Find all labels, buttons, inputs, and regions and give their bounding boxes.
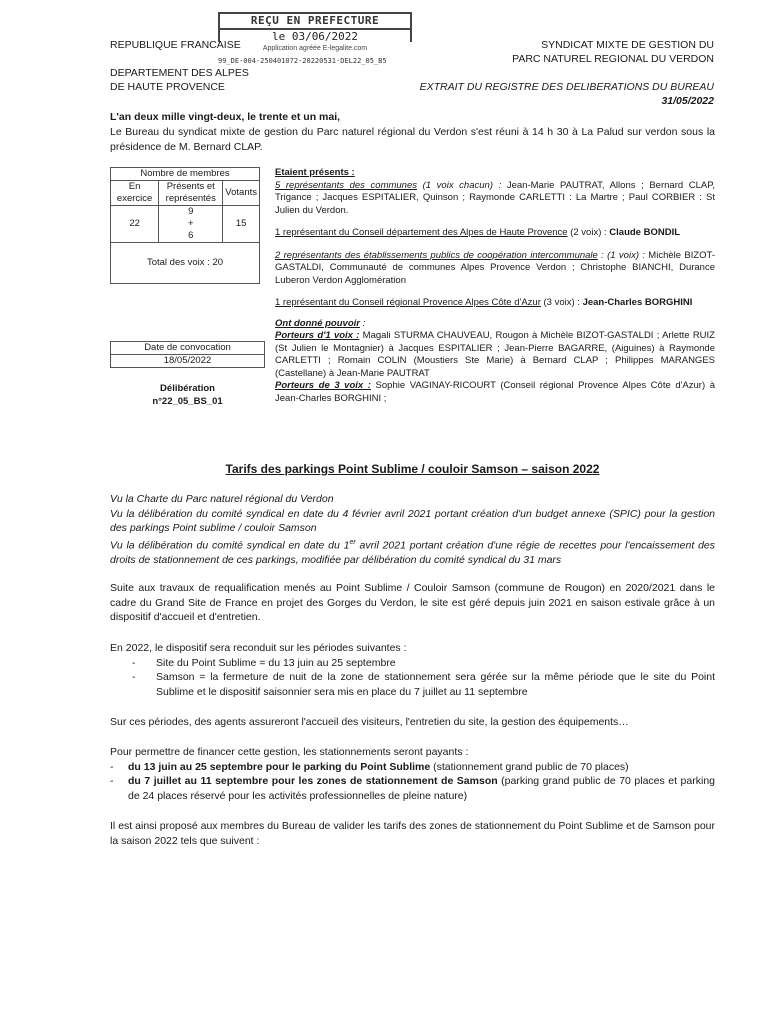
header-syndicat: SYNDICAT MIXTE DE GESTION DU — [541, 39, 714, 51]
region-voix: (3 voix) : — [540, 297, 583, 308]
payant-samson-bold: du 7 juillet au 11 septembre pour les zones de stationnement de Samson — [128, 775, 498, 787]
departement-name: Claude BONDIL — [609, 227, 681, 238]
body-p3: Sur ces périodes, des agents assureront l'accueil des visiteurs, l'entretien du site, la gestion des équipements… — [110, 716, 629, 728]
value-presents-plus: + — [187, 218, 194, 229]
presents-departement — [275, 227, 715, 240]
porteurs-1-label: Porteurs d'1 voix : — [275, 330, 360, 341]
period-point-sublime: - Site du Point Sublime = du 13 juin au 25 septembre — [110, 656, 715, 671]
period-samson: - Samson = la fermeture de nuit de la zone de stationnement sera gérée sur la même période que le site du Point Sublime et le dispositif saisonnier sera mis en place du 7 juillet au 11 septembre — [110, 670, 715, 699]
members-table — [110, 167, 260, 284]
header-republique: REPUBLIQUE FRANCAISE — [110, 39, 241, 51]
col-presents: Présents et représentés — [159, 181, 223, 206]
pouvoir-title-line — [275, 318, 715, 331]
body-p5: Il est ainsi proposé aux membres du Bureau de valider les tarifs des zones de stationnement du Point Sublime et de Samson pour la saison 2022 tels que suivent : — [110, 820, 715, 847]
deliberation-title: Tarifs des parkings Point Sublime / couloir Samson – saison 2022 — [225, 462, 600, 476]
communes-names: Jean-Marie PAUTRAT, Allons ; Bernard CLAP, Trigance ; Jacques ESPITALIER, Quinson ; Raymonde CARLETTI : La Martre ; Paul CORBIER : St Julien du Verdon. — [275, 179, 715, 216]
stamp-date: le 03/06/2022 — [271, 30, 359, 43]
vu-section — [110, 492, 715, 567]
vu-deliberation-1: Vu la délibération du comité syndical en date du 4 février avril 2021 portant création d'un budget annexe (SPIC) pour la gestion des parkings Point sublime / couloir Samson — [110, 507, 715, 534]
value-en-exercice: 22 — [111, 206, 159, 243]
epci-names: Michèle BIZOT-GASTALDI, Communauté de communes Alpes Provence Verdon ; Christophe BIANCHI, Durance Luberon Verdon Agglomération — [275, 249, 715, 286]
vu-deliberation-2-sup: er — [349, 538, 356, 546]
value-votants: 15 — [223, 206, 260, 243]
payant-samson — [110, 774, 715, 803]
vu-charte: Vu la Charte du Parc naturel régional du Verdon — [110, 493, 334, 505]
porteurs-1-voix — [275, 330, 715, 380]
vu-deliberation-2-b: avril 2021 portant création d'une régie de recettes pour l'encaissement des droits de stationnement de ces parkings, modifiée par délibération du comité syndical du 31 mars — [110, 539, 715, 566]
stamp-title: REÇU EN PREFECTURE — [250, 14, 380, 27]
departement-label: 1 représentant du Conseil département des Alpes de Haute Provence — [275, 227, 568, 238]
porteurs-3-voix — [275, 380, 715, 405]
col-votants: Votants — [223, 181, 260, 206]
prefecture-stamp — [218, 12, 412, 66]
body-p2: En 2022, le dispositif sera reconduit sur les périodes suivantes : — [110, 642, 407, 654]
epci-label: 2 représentants des établissements publics de coopération intercommunale — [275, 249, 598, 261]
communes-voix: (1 voix chacun) : — [417, 179, 507, 191]
body-p1: Suite aux travaux de requalification menés au Point Sublime / Couloir Samson (commune de Rougon) en 2020/2021 dans le cadre du Grand Site de France en projet des Gorges du Verdon, le site est géré depuis juin 2021 en saison estivale grâce à un dispositif d'accueil et d'entretien. — [110, 582, 715, 623]
presents-epci — [275, 250, 715, 288]
convocation-label: Date de convocation — [111, 342, 265, 355]
col-en-exercice: En exercice — [111, 181, 159, 206]
periods-list — [110, 656, 715, 700]
value-presents-a: 9 — [188, 206, 194, 217]
region-name: Jean-Charles BORGHINI — [582, 297, 693, 308]
payant-point-sublime-bold: du 13 juin au 25 septembre pour le parking du Point Sublime — [128, 760, 431, 773]
deliberation-label: Délibération — [160, 383, 215, 394]
presents-communes — [275, 180, 715, 218]
total-voix: Total des voix : 20 — [111, 243, 260, 284]
header-extrait: EXTRAIT DU REGISTRE DES DELIBERATIONS DU BUREAU — [419, 81, 714, 93]
presents-region — [275, 297, 715, 310]
payant-point-sublime — [110, 760, 715, 775]
epci-voix: : (1 voix) : — [597, 249, 649, 261]
body-p2-block — [110, 641, 715, 699]
value-presents — [159, 206, 223, 243]
payant-list — [110, 760, 715, 804]
vu-deliberation-2-a: Vu la délibération du comité syndical en date du 1 — [110, 539, 350, 551]
body-p4: Pour permettre de financer cette gestion, les stationnements seront payants : — [110, 746, 469, 758]
stamp-application: Application agréée E-legalite.com — [262, 45, 368, 52]
convocation-table — [110, 341, 265, 368]
region-label: 1 représentant du Conseil régional Provence Alpes Côte d'Azur — [275, 297, 541, 308]
payant-point-sublime-rest: (stationnement grand public de 70 places) — [430, 760, 629, 773]
porteurs-1-body: Magali STURMA CHAUVEAU, Rougon à Michèle BIZOT-GASTALDI ; Arlette RUIZ (St Julien le Montagnier) à Jacques ESPITALIER ; Jean-Pierre BAGARRE, (Aiguines) à Raymonde CARLETTI ; Romain COLIN (Moustiers Ste Marie) à Bernard CLAP ; Philippes MARANGES (Castellane) à Jean-Marie PAUTRAT — [275, 330, 715, 379]
vu-deliberation-2 — [110, 536, 715, 568]
deliberation-block — [110, 382, 265, 408]
intro-date-line: L'an deux mille vingt-deux, le trente et un mai, — [110, 111, 341, 123]
header-departement: DEPARTEMENT DES ALPES — [110, 67, 249, 79]
pouvoir-title: Ont donné pouvoir — [275, 317, 360, 329]
intro-paragraph: Le Bureau du syndicat mixte de gestion du Parc naturel régional du Verdon s'est réuni à 14 h 30 à La Palud sur verdon sous la présidence de M. Bernard CLAP. — [110, 126, 715, 153]
convocation-date: 18/05/2022 — [111, 355, 265, 368]
header-parc: PARC NATUREL REGIONAL DU VERDON — [512, 53, 714, 65]
porteurs-3-label: Porteurs de 3 voix : — [275, 380, 371, 391]
header-date: 31/05/2022 — [661, 95, 714, 107]
presents-section — [275, 167, 715, 405]
departement-voix: (2 voix) : — [567, 227, 610, 238]
members-table-header: Nombre de membres — [111, 168, 260, 181]
value-presents-b: 6 — [188, 230, 194, 241]
stamp-reference: 99_DE-004-250401072-20220531-DEL22_05_B5 — [218, 57, 387, 65]
payant-samson-rest: (parking grand public de 70 places et parking de 24 places réservé pour les activités professionnelles de pleine nature) — [128, 775, 715, 802]
pouvoir-colon: : — [359, 317, 366, 329]
presents-title: Etaient présents : — [275, 167, 355, 178]
communes-label: 5 représentants des communes — [275, 179, 417, 191]
header-haute-provence: DE HAUTE PROVENCE — [110, 81, 225, 93]
porteurs-3-body: Sophie VAGINAY-RICOURT (Conseil régional Provence Alpes Côte d'Azur) à Jean-Charles BORGHINI ; — [275, 380, 715, 404]
body-p4-block — [110, 745, 715, 803]
deliberation-number: n°22_05_BS_01 — [152, 396, 223, 407]
